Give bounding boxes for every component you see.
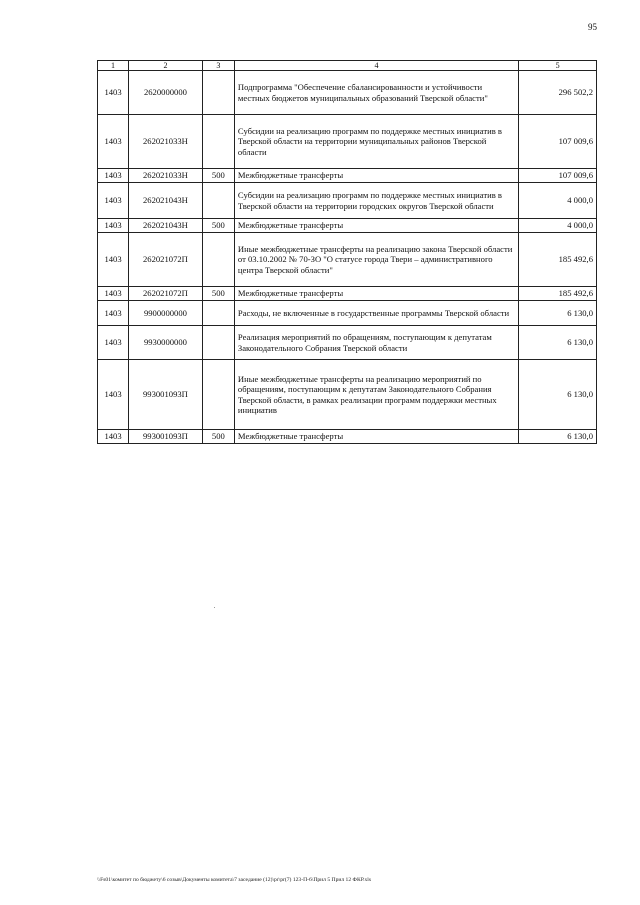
table-cell-col-2: 262021033Н xyxy=(129,169,203,183)
table-cell-col-5: 6 130,0 xyxy=(519,430,597,444)
header-col-4: 4 xyxy=(234,61,518,71)
table-row xyxy=(98,115,597,169)
table-cell-col-4: Реализация мероприятий по обращениям, поступающим к депутатам Законодательного Собрания Тверской области xyxy=(234,326,518,360)
table-cell-col-2: 262021072П xyxy=(129,287,203,301)
footer-file-path: \\Fs01\комитет по бюджету\6 созыв\Документы комитета\7 заседание (12)\pr\pr(7) 123-П-6\Прил 5 Прил 12 ФКР.xls xyxy=(97,877,372,883)
table-cell-col-5: 6 130,0 xyxy=(519,360,597,430)
table-row xyxy=(98,287,597,301)
table-row xyxy=(98,183,597,219)
table-cell-col-3 xyxy=(202,301,234,326)
table-row xyxy=(98,219,597,233)
table-cell-col-4: Межбюджетные трансферты xyxy=(234,287,518,301)
table-cell-col-3 xyxy=(202,326,234,360)
table-cell-col-3 xyxy=(202,183,234,219)
table-cell-col-5: 185 492,6 xyxy=(519,287,597,301)
table-cell-col-2: 9930000000 xyxy=(129,326,203,360)
table-cell-col-4: Межбюджетные трансферты xyxy=(234,219,518,233)
table-cell-col-1: 1403 xyxy=(98,219,129,233)
header-col-5: 5 xyxy=(519,61,597,71)
table-cell-col-1: 1403 xyxy=(98,183,129,219)
table-cell-col-1: 1403 xyxy=(98,360,129,430)
table-cell-col-1: 1403 xyxy=(98,71,129,115)
table-cell-col-1: 1403 xyxy=(98,287,129,301)
table-cell-col-1: 1403 xyxy=(98,233,129,287)
table-cell-col-2: 9900000000 xyxy=(129,301,203,326)
table-cell-col-3 xyxy=(202,233,234,287)
table-cell-col-1: 1403 xyxy=(98,430,129,444)
table-cell-col-5: 185 492,6 xyxy=(519,233,597,287)
table-row xyxy=(98,326,597,360)
table-cell-col-5: 107 009,6 xyxy=(519,115,597,169)
table-row xyxy=(98,360,597,430)
table-cell-col-1: 1403 xyxy=(98,301,129,326)
table-cell-col-3: 500 xyxy=(202,219,234,233)
table-cell-col-5: 4 000,0 xyxy=(519,219,597,233)
header-col-1: 1 xyxy=(98,61,129,71)
table-cell-col-3 xyxy=(202,115,234,169)
scan-artifact xyxy=(214,607,215,608)
table-cell-col-2: 262021043Н xyxy=(129,183,203,219)
table-cell-col-2: 262021043Н xyxy=(129,219,203,233)
table-cell-col-5: 6 130,0 xyxy=(519,301,597,326)
table-cell-col-5: 296 502,2 xyxy=(519,71,597,115)
table-cell-col-4: Подпрограмма "Обеспечение сбалансированности и устойчивости местных бюджетов муниципальных образований Тверской области" xyxy=(234,71,518,115)
table-header-row xyxy=(98,61,597,71)
table-cell-col-4: Межбюджетные трансферты xyxy=(234,169,518,183)
table-cell-col-4: Субсидии на реализацию программ по поддержке местных инициатив в Тверской области на территории городских округов Тверской области xyxy=(234,183,518,219)
table-cell-col-3: 500 xyxy=(202,287,234,301)
table-cell-col-5: 4 000,0 xyxy=(519,183,597,219)
table-cell-col-2: 262021033Н xyxy=(129,115,203,169)
table-row xyxy=(98,301,597,326)
table-row xyxy=(98,169,597,183)
table-cell-col-2: 2620000000 xyxy=(129,71,203,115)
table-cell-col-2: 993001093П xyxy=(129,360,203,430)
table-row xyxy=(98,71,597,115)
header-col-3: 3 xyxy=(202,61,234,71)
table-cell-col-2: 993001093П xyxy=(129,430,203,444)
table-cell-col-4: Межбюджетные трансферты xyxy=(234,430,518,444)
table-cell-col-1: 1403 xyxy=(98,169,129,183)
budget-table xyxy=(97,60,597,444)
table-cell-col-5: 6 130,0 xyxy=(519,326,597,360)
table-cell-col-4: Иные межбюджетные трансферты на реализацию закона Тверской области от 03.10.2002 № 70-ЗО "О статусе города Твери – административного центра Тверской области" xyxy=(234,233,518,287)
table-cell-col-1: 1403 xyxy=(98,326,129,360)
table-cell-col-1: 1403 xyxy=(98,115,129,169)
table-cell-col-4: Иные межбюджетные трансферты на реализацию мероприятий по обращениям, поступающим к депутатам Законодательного Собрания Тверской области, в рамках реализации программ поддержки местных инициатив xyxy=(234,360,518,430)
table-cell-col-5: 107 009,6 xyxy=(519,169,597,183)
table-cell-col-3: 500 xyxy=(202,169,234,183)
table-cell-col-4: Субсидии на реализацию программ по поддержке местных инициатив в Тверской области на территории муниципальных районов Тверской области xyxy=(234,115,518,169)
table-cell-col-3: 500 xyxy=(202,430,234,444)
table-cell-col-4: Расходы, не включенные в государственные программы Тверской области xyxy=(234,301,518,326)
header-col-2: 2 xyxy=(129,61,203,71)
page-number: 95 xyxy=(588,22,597,32)
table-row xyxy=(98,233,597,287)
table-cell-col-2: 262021072П xyxy=(129,233,203,287)
table-row xyxy=(98,430,597,444)
table-cell-col-3 xyxy=(202,360,234,430)
table-cell-col-3 xyxy=(202,71,234,115)
